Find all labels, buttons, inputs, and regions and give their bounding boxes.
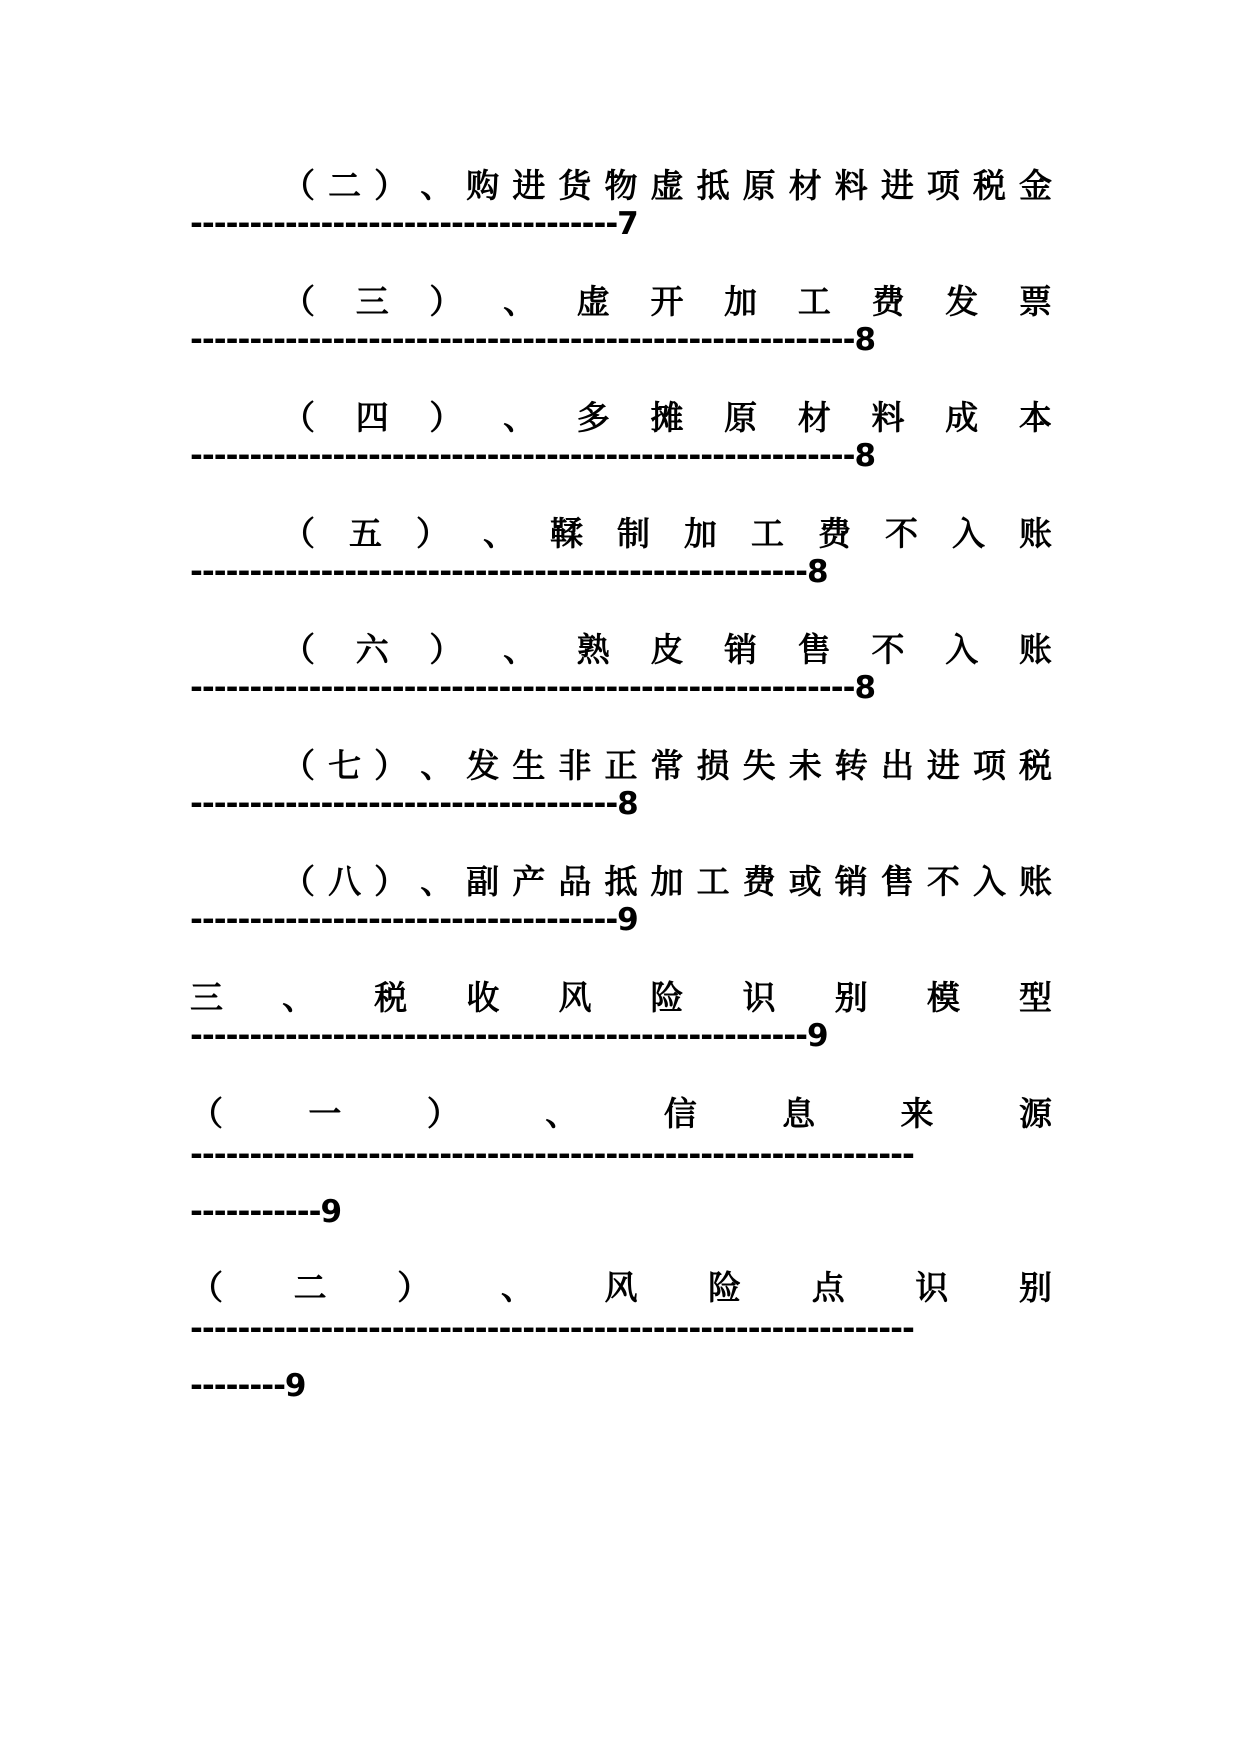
- toc-title-glyph: 项: [972, 746, 1006, 785]
- toc-title-glyph: 转: [834, 746, 868, 785]
- toc-title-glyph: 、: [420, 746, 454, 785]
- toc-title-glyph: 、: [500, 1268, 534, 1307]
- toc-title-glyph: 来: [900, 1094, 934, 1133]
- toc-title-glyph: 售: [797, 630, 831, 669]
- toc-title-glyph: 三: [355, 282, 389, 321]
- toc-title-glyph: 风: [558, 978, 592, 1017]
- toc-entry-leader: -------------------------------------------------------------: [190, 1137, 914, 1173]
- toc-entry-title: [190, 1094, 1052, 1134]
- toc-title-glyph: 加: [724, 282, 758, 321]
- toc-title-glyph: （: [282, 282, 315, 321]
- toc-title-glyph: （: [282, 514, 315, 553]
- toc-title-glyph: （: [282, 166, 315, 205]
- toc-title-glyph: 购: [466, 166, 500, 205]
- toc-title-glyph: 副: [466, 862, 500, 901]
- toc-title-glyph: 模: [926, 978, 960, 1017]
- toc-title-glyph: 发: [466, 746, 500, 785]
- toc-title-glyph: 、: [420, 166, 454, 205]
- toc-title-glyph: 工: [751, 514, 784, 553]
- toc-title-glyph: 七: [328, 746, 362, 785]
- toc-title-glyph: 工: [696, 862, 730, 901]
- toc-title-glyph: ）: [374, 862, 408, 901]
- toc-title-glyph: ）: [374, 166, 408, 205]
- toc-title-glyph: ）: [397, 1268, 431, 1307]
- toc-title-glyph: 工: [797, 282, 831, 321]
- toc-title-glyph: 险: [708, 1268, 742, 1307]
- toc-title-glyph: 二: [293, 1268, 327, 1307]
- toc-title-glyph: 识: [915, 1268, 949, 1307]
- toc-title-glyph: 费: [742, 862, 776, 901]
- toc-title-glyph: 、: [420, 862, 454, 901]
- toc-title-glyph: 出: [880, 746, 914, 785]
- toc-title-glyph: 三: [190, 978, 223, 1017]
- toc-title-glyph: 、: [503, 398, 537, 437]
- toc-title-glyph: 、: [282, 978, 316, 1017]
- toc-title-glyph: 加: [684, 514, 717, 553]
- toc-title-glyph: 货: [558, 166, 592, 205]
- toc-title-glyph: （: [190, 1268, 223, 1307]
- toc-title-glyph: 源: [1018, 1094, 1052, 1133]
- toc-title-glyph: 料: [834, 166, 868, 205]
- toc-title-glyph: 进: [512, 166, 546, 205]
- toc-title-glyph: 入: [945, 630, 979, 669]
- toc-section-title: [190, 978, 1052, 1018]
- toc-title-glyph: 常: [650, 746, 684, 785]
- toc-title-glyph: 项: [926, 166, 960, 205]
- toc-title-glyph: ）: [426, 1094, 460, 1133]
- toc-entry-title: [282, 862, 1052, 902]
- toc-entry-title: [282, 630, 1052, 670]
- toc-title-glyph: 风: [604, 1268, 638, 1307]
- toc-title-glyph: 进: [926, 746, 960, 785]
- toc-title-glyph: 入: [952, 514, 985, 553]
- toc-title-glyph: 摊: [650, 398, 684, 437]
- toc-title-glyph: 进: [880, 166, 914, 205]
- toc-title-glyph: 、: [483, 514, 516, 553]
- toc-title-glyph: 息: [782, 1094, 816, 1133]
- toc-title-glyph: 不: [926, 862, 960, 901]
- toc-title-glyph: 未: [788, 746, 822, 785]
- toc-title-glyph: ）: [374, 746, 408, 785]
- toc-title-glyph: 不: [885, 514, 918, 553]
- toc-title-glyph: （: [190, 1094, 223, 1133]
- toc-title-glyph: 发: [945, 282, 979, 321]
- toc-title-glyph: 八: [328, 862, 362, 901]
- toc-title-glyph: 别: [1019, 1268, 1052, 1307]
- toc-title-glyph: 票: [1018, 282, 1052, 321]
- toc-title-glyph: 二: [328, 166, 362, 205]
- toc-entry-leader: --------------------------------------------------------8: [190, 438, 876, 474]
- toc-title-glyph: 开: [650, 282, 684, 321]
- toc-entry-title: [282, 746, 1052, 786]
- toc-title-glyph: 一: [308, 1094, 342, 1133]
- toc-title-glyph: 险: [650, 978, 684, 1017]
- toc-title-glyph: 账: [1019, 862, 1052, 901]
- toc-entry-leader: ------------------------------------8: [190, 786, 638, 822]
- toc-title-glyph: 六: [355, 630, 389, 669]
- toc-title-glyph: ）: [429, 282, 463, 321]
- toc-title-glyph: 多: [576, 398, 610, 437]
- toc-title-glyph: 识: [742, 978, 776, 1017]
- toc-title-glyph: （: [282, 862, 315, 901]
- toc-title-glyph: 收: [466, 978, 500, 1017]
- toc-entry-title: [282, 166, 1052, 206]
- toc-entry-leader: ------------------------------------9: [190, 902, 638, 938]
- toc-title-glyph: 本: [1018, 398, 1052, 437]
- toc-title-glyph: 四: [355, 398, 389, 437]
- toc-title-glyph: 销: [834, 862, 868, 901]
- toc-entry-leader-continued: -----------9: [190, 1194, 342, 1230]
- toc-title-glyph: 抵: [696, 166, 730, 205]
- toc-title-glyph: 成: [945, 398, 979, 437]
- toc-title-glyph: 鞣: [550, 514, 583, 553]
- toc-title-glyph: 费: [871, 282, 905, 321]
- toc-title-glyph: 账: [1018, 630, 1052, 669]
- toc-title-glyph: 物: [604, 166, 638, 205]
- toc-entry-leader: ----------------------------------------------------9: [190, 1018, 828, 1054]
- toc-title-glyph: 抵: [604, 862, 638, 901]
- toc-title-glyph: 别: [834, 978, 868, 1017]
- toc-title-glyph: 材: [797, 398, 831, 437]
- toc-title-glyph: 品: [558, 862, 592, 901]
- toc-entry-title: [190, 1268, 1052, 1308]
- toc-title-glyph: （: [282, 398, 315, 437]
- toc-title-glyph: 型: [1018, 978, 1052, 1017]
- toc-title-glyph: 税: [374, 978, 408, 1017]
- toc-title-glyph: 材: [788, 166, 822, 205]
- toc-title-glyph: 销: [724, 630, 758, 669]
- toc-title-glyph: 税: [972, 166, 1006, 205]
- toc-title-glyph: 费: [818, 514, 851, 553]
- toc-entry-leader: --------------------------------------------------------8: [190, 322, 876, 358]
- toc-title-glyph: 生: [512, 746, 546, 785]
- toc-entry-title: [282, 398, 1052, 438]
- toc-title-glyph: 损: [696, 746, 730, 785]
- toc-title-glyph: 制: [617, 514, 650, 553]
- toc-title-glyph: 金: [1019, 166, 1052, 205]
- toc-title-glyph: 账: [1019, 514, 1052, 553]
- toc-entry-leader: ------------------------------------7: [190, 206, 638, 242]
- toc-title-glyph: 失: [742, 746, 776, 785]
- toc-title-glyph: 加: [650, 862, 684, 901]
- toc-entry-title: [282, 514, 1052, 554]
- toc-title-glyph: 、: [503, 282, 537, 321]
- toc-title-glyph: 虚: [576, 282, 610, 321]
- toc-entry-leader: ----------------------------------------------------8: [190, 554, 828, 590]
- toc-entry-leader-continued: --------9: [190, 1368, 306, 1404]
- toc-entry-leader: --------------------------------------------------------8: [190, 670, 876, 706]
- toc-title-glyph: 入: [972, 862, 1006, 901]
- toc-title-glyph: 产: [512, 862, 546, 901]
- toc-title-glyph: 售: [880, 862, 914, 901]
- toc-title-glyph: 正: [604, 746, 638, 785]
- toc-title-glyph: 非: [558, 746, 592, 785]
- toc-title-glyph: （: [282, 746, 315, 785]
- toc-title-glyph: 税: [1019, 746, 1052, 785]
- toc-title-glyph: ）: [416, 514, 449, 553]
- toc-title-glyph: 点: [811, 1268, 845, 1307]
- toc-title-glyph: ）: [429, 630, 463, 669]
- toc-title-glyph: （: [282, 630, 315, 669]
- toc-title-glyph: 不: [871, 630, 905, 669]
- toc-title-glyph: 、: [503, 630, 537, 669]
- toc-title-glyph: 料: [871, 398, 905, 437]
- toc-title-glyph: ）: [429, 398, 463, 437]
- toc-title-glyph: 五: [349, 514, 382, 553]
- toc-title-glyph: 或: [788, 862, 822, 901]
- toc-title-glyph: 熟: [576, 630, 610, 669]
- toc-title-glyph: 信: [663, 1094, 697, 1133]
- toc-title-glyph: 皮: [650, 630, 684, 669]
- toc-entry-title: [282, 282, 1052, 322]
- toc-title-glyph: 虚: [650, 166, 684, 205]
- toc-title-glyph: 、: [545, 1094, 579, 1133]
- toc-title-glyph: 原: [742, 166, 776, 205]
- toc-title-glyph: 原: [724, 398, 758, 437]
- toc-entry-leader: -------------------------------------------------------------: [190, 1311, 914, 1347]
